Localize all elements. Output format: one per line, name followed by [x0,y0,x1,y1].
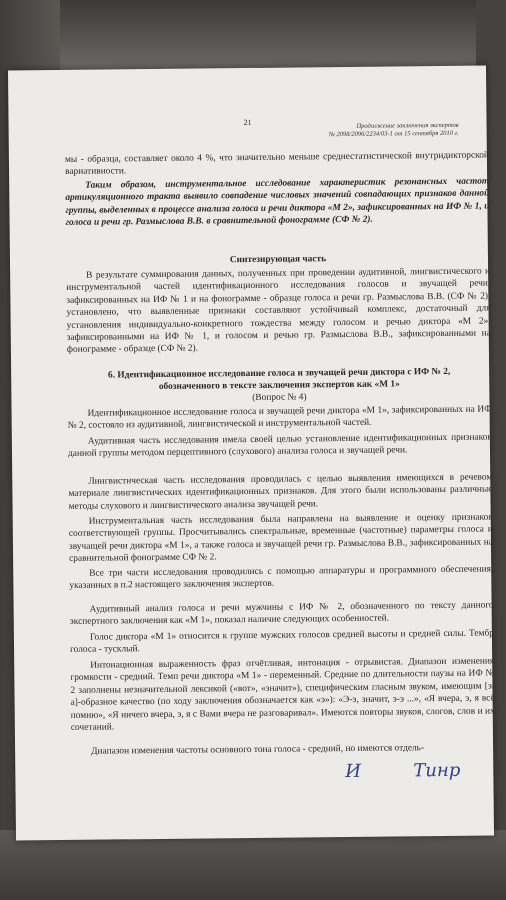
paragraph-s6-6: Аудитивный анализ голоса и речи мужчины с ИФ № 2, обозначенного по тексту данного экспертного заключения как «М 1», показал наличие следующих особенностей. [69,600,494,628]
signature-2: Тинр [413,759,461,782]
desk-background-bottom [0,830,506,900]
header-line-2: № 2098/2096/2234/03-1 от 15 сентября 2010 г. [328,129,459,139]
document-page [8,66,494,841]
paragraph-s6-4: Инструментальная часть исследования была направлена на выявление и оценку признаков соответствующей группы. Просчитывались спектральные, временные (частотные) параметры голоса и звучащей речи диктора «М 1», а также голоса и звучащей речи гр. Размыслова В.В., зафиксированных на сравнительной фонограмме СФ № 2. [68,512,494,565]
header-line-1: Продолжение заключения экспертов [356,121,459,130]
page-header [329,122,459,139]
paragraph-s6-8: Интонационная выраженность фраз отчётливая, интонация - отрывистая. Диапазон изменения громкости - средний. Темп речи диктора «М 1» - переменный. Средние по длительности паузы на ИФ № 2 заполнены незначительной лексикой («вот», «значит»), специфическим гласным звуком, имеющим [э/а]-образное качество (по ходу заключения обозначается как «э»): «Э-э, значит, э-э ...», «Я вчера, э, я всё помню», «Я ничего вчера, э, я с Вами вчера не разговаривал». Имеются повторы звуков, слогов, слов и их сочетаний. [70,656,495,733]
signature-1: И [345,760,362,783]
section-title-6-line1: 6. Идентификационное исследование голоса и звучащей речи диктора с ИФ № 2, [107,366,451,381]
paragraph-conclusion: Таким образом, инструментальное исследование характеристик резонансных частот артикуляционного тракта выявило совпадение числовых значений совпадающих признаков данной группы, выделенных в процессе анализа голоса и речи диктора «М 2», зафиксированных на ИФ № 1, и голоса и речи гр. Размыслова В.В. в сравнительной фонограмме (СФ № 2). [65,176,490,229]
paragraph-s6-7: Голос диктора «М 1» относится к группе мужских голосов средней высоты и средней силы. Тембр голоса - тусклый. [70,628,494,656]
paragraph-s6-2: Аудитивная часть исследования имела своей целью установление идентификационных признаков данной группы методом перцептивного (слухового) анализа голоса и звучащей речи. [67,432,492,460]
section-title-synthesis: Синтезирующая часть [229,254,327,266]
paragraph-s6-9: Диапазон изменения частоты основного тона голоса - средний, но имеются отдель- [91,743,425,757]
question-reference: (Вопрос № 4) [252,392,307,403]
desk-background-top [0,0,506,70]
paragraph-intro: мы - образца, составляет около 4 %, что значительно меньше среднестатистической внутридикторской вариативности. [64,150,489,178]
page-number: 21 [243,117,252,128]
paragraph-s6-3: Лингвистическая часть исследования проводилась с целью выявления имеющихся в речевом материале лингвистических идентификационных признаков. Для этого были использованы различные методы слухового и лингвистического анализа звучащей речи. [68,472,493,512]
paragraph-synthesis: В результате суммирования данных, полученных при проведении аудитивной, лингвистического и инструментальной частей идентификационного исследования голосов и звучащей речи, зафиксированных на ИФ № 1 и на фонограмме - образце голоса и речи гр. Размыслова В.В. (СФ № 2), установлено, что выявленные признаки составляют устойчивый комплекс, достаточный для установления индивидуально-конкретного тождества между голосом и речью диктора «М 2», зафиксированными на ИФ № 1, и голосом и речью гр. Размыслова В.В., зафиксированными на фонограмме - образце (СФ № 2). [66,266,491,356]
section-title-6-line2: обозначенного в тексте заключения экспертов как «М 1» [158,379,400,392]
paragraph-s6-5: Все три части исследования проводились с помощью аппаратуры и программного обеспечения, указанных в п.2 настоящего заключения экспертов. [69,564,494,592]
paragraph-s6-1: Идентификационное исследование голоса и звучащей речи диктора «М 1», зафиксированных на ИФ № 2, состояло из аудитивной, лингвистической и инструментальной частей. [67,404,492,432]
